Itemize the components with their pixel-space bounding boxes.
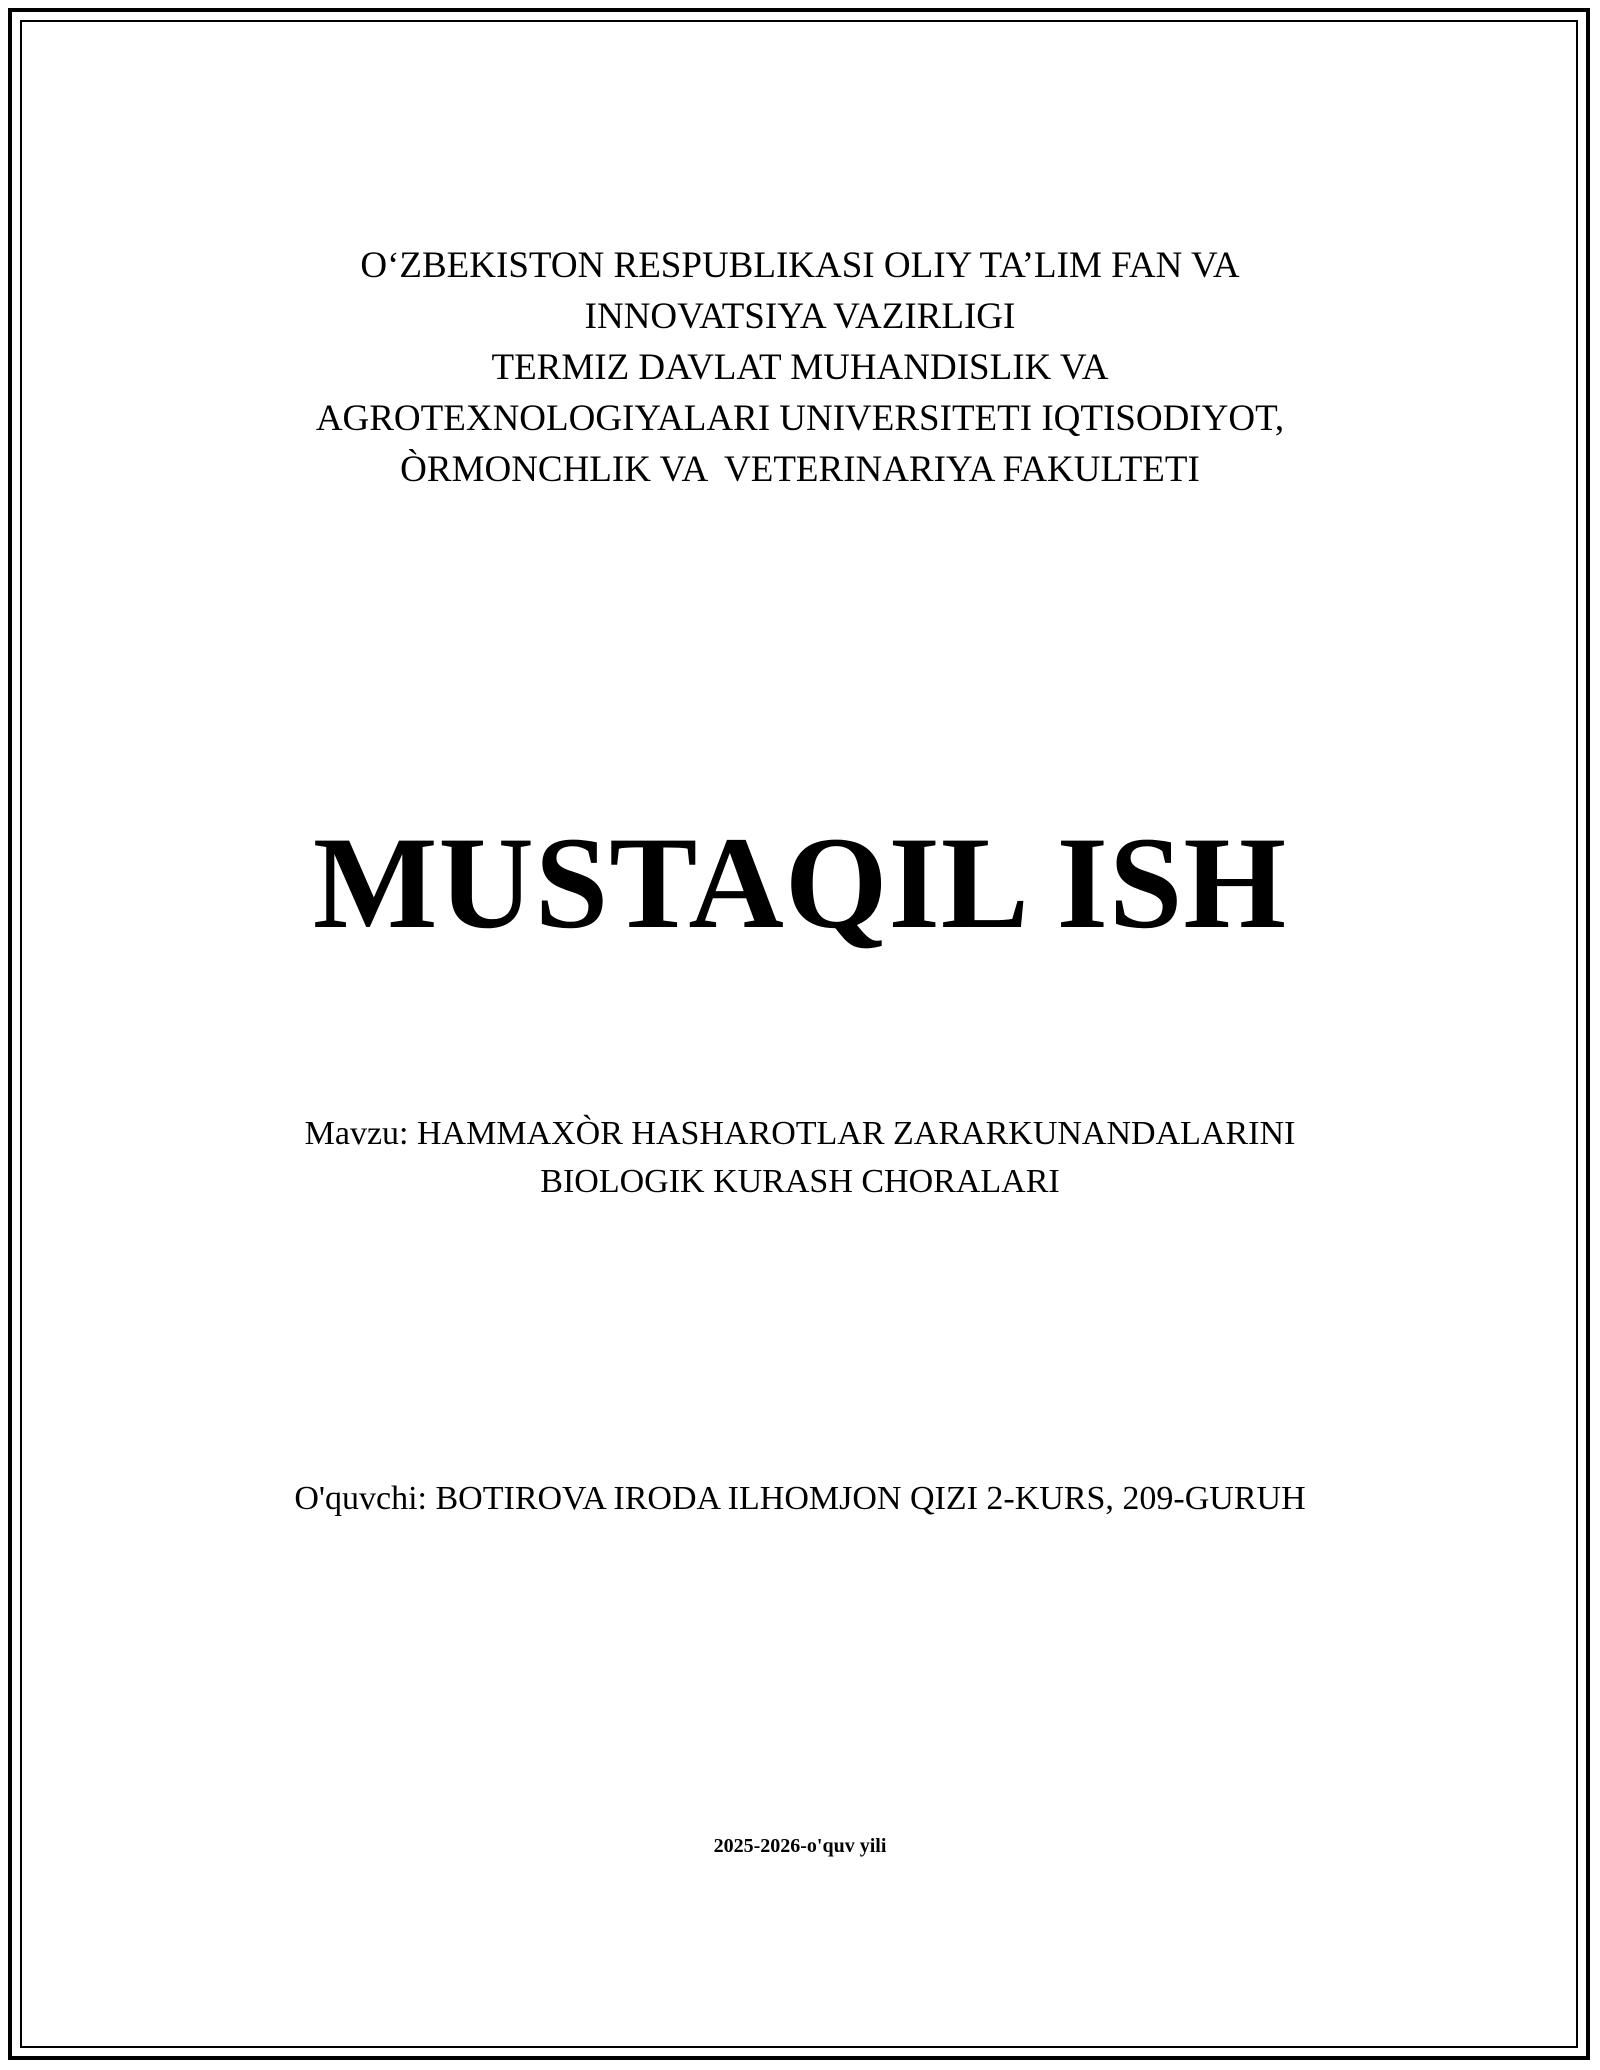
header-line-faculty: ÒRMONCHLIK VA VETERINARIYA FAKULTETI: [400, 449, 1200, 490]
topic-block: [0, 1110, 1600, 1206]
document-title: MUSTAQIL ISH: [312, 809, 1288, 956]
topic-line-2: BIOLOGIK KURASH CHORALARI: [540, 1163, 1060, 1200]
header-line-university-2: AGROTEXNOLOGIYALARI UNIVERSITETI IQTISODIYOT,: [315, 398, 1285, 439]
academic-year: 2025-2026-o'quv yili: [713, 1835, 887, 1857]
student-info: O'quvchi: BOTIROVA IRODA ILHOMJON QIZI 2-KURS, 209-GURUH: [294, 1480, 1306, 1517]
topic-line-1: Mavzu: HAMMAXÒR HASHAROTLAR ZARARKUNANDALARINI: [304, 1115, 1296, 1152]
institution-header: [0, 240, 1600, 495]
header-line-ministry-2: INNOVATSIYA VAZIRLIGI: [584, 296, 1016, 337]
header-line-ministry-1: O‘ZBEKISTON RESPUBLIKASI OLIY TA’LIM FAN VA: [360, 245, 1240, 286]
header-line-university-1: TERMIZ DAVLAT MUHANDISLIK VA: [491, 347, 1109, 388]
